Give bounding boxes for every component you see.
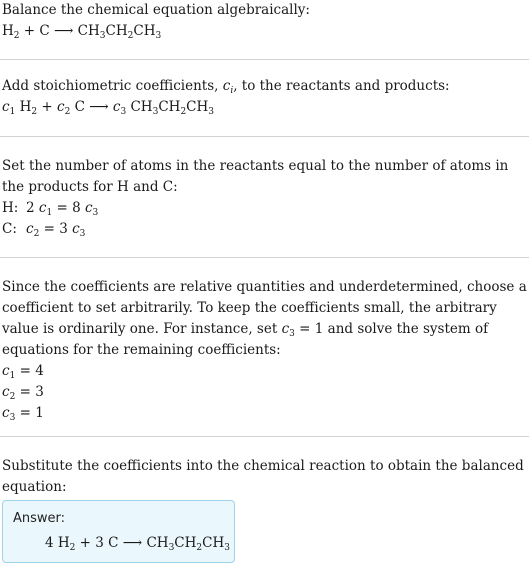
section-atom-balance [2,156,529,240]
section-substitute [2,456,529,498]
divider [0,436,529,437]
section-coefficients [2,76,529,118]
value-c3: $c_3 = 1$ [2,405,44,423]
value-c1: $c_1 = 4$ [2,363,44,381]
section-intro [2,0,529,42]
divider [0,136,529,137]
balanced-equation: 4 $H_2 + 3$ C ⟶ $CH_3CH_2CH_3$ [45,535,230,553]
unbalanced-equation: $H_2 + C$ ⟶ $CH_3CH_2CH_3$ [2,23,162,41]
divider [0,59,529,60]
value-c2: $c_2 = 3$ [2,384,44,402]
divider [0,257,529,258]
coefficient-equation: $c_1$ $H_2 + c_2$ C ⟶ $c_3$ $CH_3CH_2CH_3$ [2,99,215,117]
equation-row-c: C: $c_2 = 3$ $c_3$ [2,221,86,239]
section-solve [2,277,529,424]
coefficients-heading: Add stoichiometric coefficients, $c_i$, to the reactants and products: [2,78,450,96]
answer-box [2,500,235,563]
intro-heading: Balance the chemical equation algebraically: [2,2,310,18]
equation-row-h: H: 2 $c_1 = 8$ $c_3$ [2,200,99,218]
solve-text: Since the coefficients are relative quantities and underdetermined, choose a coefficient to set arbitrarily. To keep the coefficients small, the arbitrary value is ordinarily one. For instance, set $c_3 = 1$ and solve the system of equations for the remaining coefficients: [2,279,527,358]
answer-label: Answer: [13,511,66,526]
atom-balance-text: Set the number of atoms in the reactants equal to the number of atoms in the products for H and C: [2,158,509,195]
substitute-text: Substitute the coefficients into the chemical reaction to obtain the balanced equation: [2,458,524,495]
